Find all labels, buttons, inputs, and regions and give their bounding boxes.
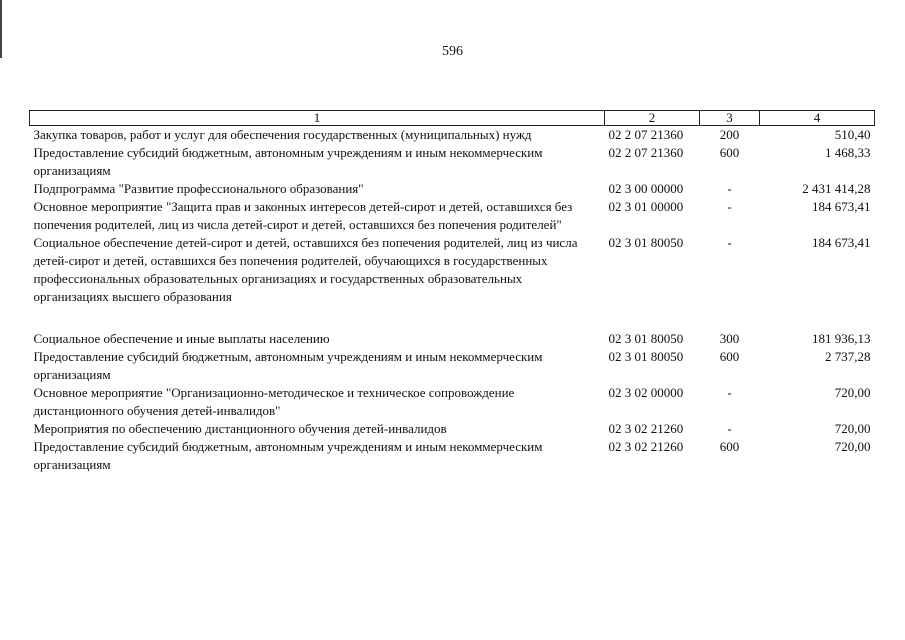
row-sum: 510,40: [834, 127, 871, 142]
row-code: 02 3 01 80050: [608, 331, 684, 346]
row-code: 02 3 01 80050: [608, 349, 684, 364]
row-name: Закупка товаров, работ и услуг для обеспечения государственных (муниципальных) нужд: [33, 127, 532, 142]
row-code: 02 3 02 21260: [608, 439, 684, 454]
header-col-1: 1: [30, 111, 605, 126]
row-sum: 1 468,33: [825, 145, 871, 160]
row-type: 200: [719, 127, 740, 142]
row-code: 02 3 01 00000: [608, 199, 684, 214]
row-type: -: [727, 385, 732, 400]
row-code: 02 2 07 21360: [608, 145, 684, 160]
header-col-2: 2: [605, 111, 700, 126]
row-name: Предоставление субсидий бюджетным, автономным учреждениям и иным некоммерческим организациям: [33, 349, 543, 382]
page-number: 596: [442, 44, 463, 59]
row-type: 600: [719, 439, 740, 454]
row-name: Предоставление субсидий бюджетным, автономным учреждениям и иным некоммерческим организациям: [33, 145, 543, 178]
row-sum: 181 936,13: [812, 331, 871, 346]
row-code: 02 3 02 00000: [608, 385, 684, 400]
row-name: Основное мероприятие "Организационно-методическое и техническое сопровождение дистанционного обучения детей-инвалидов": [33, 385, 515, 418]
row-sum: 2 431 414,28: [802, 181, 871, 196]
row-code: 02 3 01 80050: [608, 235, 684, 250]
table-row: [30, 180, 875, 198]
table-row: [30, 144, 875, 180]
row-sum: 720,00: [834, 439, 871, 454]
row-code: 02 3 02 21260: [608, 421, 684, 436]
row-name: Социальное обеспечение и иные выплаты населению: [33, 331, 330, 346]
row-name: Предоставление субсидий бюджетным, автономным учреждениям и иным некоммерческим организациям: [33, 439, 543, 472]
row-sum: 184 673,41: [812, 235, 871, 250]
spacer-row: [30, 306, 875, 330]
row-type: 600: [719, 145, 740, 160]
row-type: -: [727, 235, 732, 250]
row-code: 02 2 07 21360: [608, 127, 684, 142]
row-sum: 720,00: [834, 385, 871, 400]
row-sum: 2 737,28: [825, 349, 871, 364]
table-row: [30, 384, 875, 420]
table-row: [30, 234, 875, 306]
table-row: [30, 420, 875, 438]
table-row: [30, 330, 875, 348]
row-name: Социальное обеспечение детей-сирот и детей, оставшихся без попечения родителей, лиц из числа детей-сирот и детей, оставшихся без попечения родителей, обучающихся в государственных профессиональных образовательных организациях и государственных образовательных организациях высшего образования: [33, 235, 578, 304]
table-row: [30, 348, 875, 384]
table-row: [30, 438, 875, 474]
table-row: [30, 126, 875, 145]
budget-table: [29, 110, 875, 474]
row-type: 300: [719, 331, 740, 346]
row-name: Основное мероприятие "Защита прав и законных интересов детей-сирот и детей, оставшихся без попечения родителей, лиц из числа детей-сирот и детей, оставшихся без попечения родителей": [33, 199, 573, 232]
row-name: Подпрограмма "Развитие профессионального образования": [33, 181, 364, 196]
row-sum: 720,00: [834, 421, 871, 436]
table-header-row: [30, 111, 875, 126]
table-row: [30, 198, 875, 234]
header-col-4: 4: [760, 111, 875, 126]
row-type: -: [727, 199, 732, 214]
row-name: Мероприятия по обеспечению дистанционного обучения детей-инвалидов: [33, 421, 447, 436]
header-col-3: 3: [700, 111, 760, 126]
row-sum: 184 673,41: [812, 199, 871, 214]
row-type: 600: [719, 349, 740, 364]
row-code: 02 3 00 00000: [608, 181, 684, 196]
row-type: -: [727, 421, 732, 436]
row-type: -: [727, 181, 732, 196]
spacer-cell: [30, 306, 875, 330]
